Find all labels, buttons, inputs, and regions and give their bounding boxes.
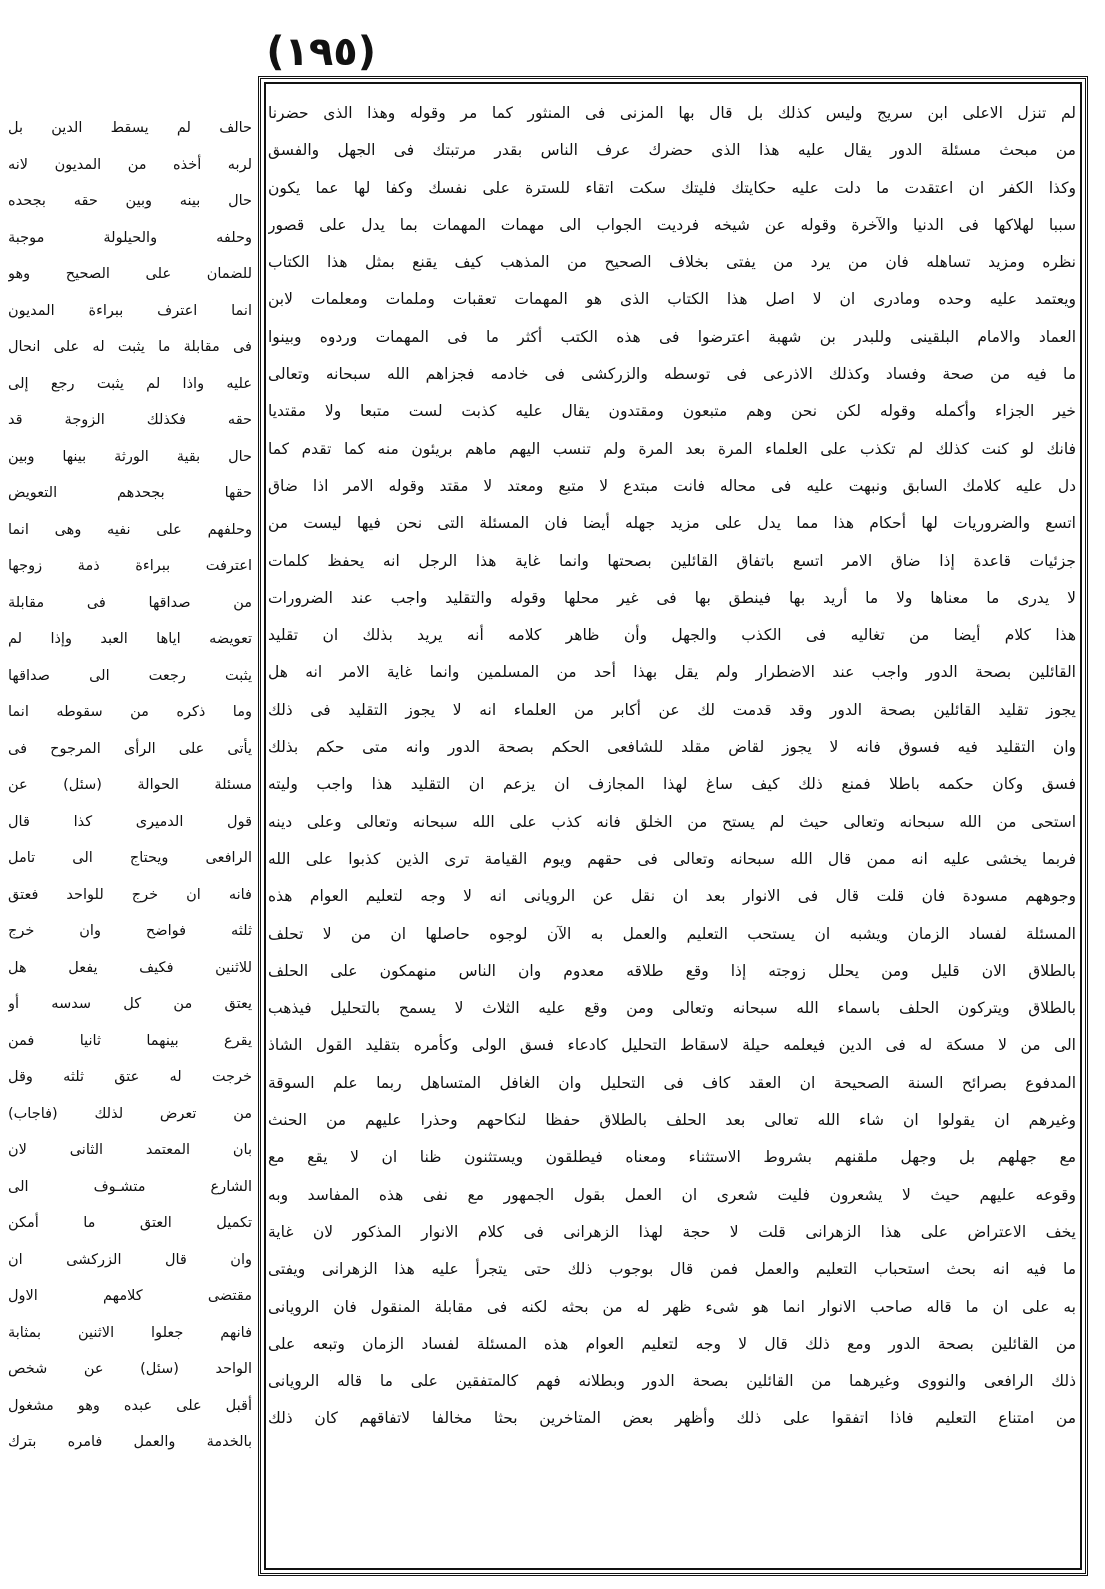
main-text-line: المسئلة لفساد الزمان ويشبه ان يستحب التعليم والعمل به الآن لوجوه حاصلها ان من لا تحلف <box>268 924 1076 943</box>
main-text-line: وغيرهم ان يقولوا ان شاء الله تعالى بعد الحلف بالطلاق حفظا لنكاحهم وحذرا عليهم من الحنث <box>268 1111 1076 1130</box>
main-text-line: فسق وكان حكمه باطلا فمنع ذلك كيف ساغ لهذا المجازف ان يزعم ان التقليد هذا واجب وليته <box>268 775 1076 794</box>
margin-text-line: وحلفهم على نفيه وهى انما <box>8 521 252 538</box>
main-text-line: وجوههم مسودة فان قلت قال فى الانوار بعد ان نقل عن الرويانى انه لا وجه لتعليم العوام هذه <box>268 887 1076 906</box>
margin-text-line: تعويضه اياها العبد وإذا لم <box>8 631 252 647</box>
margin-text-line: فانهم جعلوا الاثنين بمثابة <box>8 1324 252 1341</box>
margin-text-line: اعترفت ببراءة ذمة زوجها <box>8 558 252 574</box>
main-text-line: به على ان ما قاله صاحب الانوار انما هو شىء ظهر له من بحثه لكنه فى مقابلة المنقول فان الرويانى <box>268 1297 1076 1316</box>
margin-text-line: الشارع متشـوف الى <box>8 1178 252 1195</box>
main-text-line: بالطلاق الان قليل ومن يحلل زوجته إذا وقع طلاقه معدوم وان الناس منهمكون على الحلف <box>268 961 1076 980</box>
margin-text-line: وما ذكره من سقوطه انما <box>8 704 252 720</box>
margin-text-line: للاثنين فكيف يفعل هل <box>8 959 252 976</box>
margin-text-line: من تعرض لذلك (فاجاب) <box>8 1105 252 1122</box>
main-text-line: فانك لو كنت كذلك لم تكذب على العلماء المرة بعد المرة ولم تنسب اليهم ماهم بريئون منه كما تقدم كما <box>268 439 1076 458</box>
main-text-line: سببا لهلاكها فى الدنيا والآخرة وقوله عن شيخه فرديت الجواب الى مهمات المهمات بما يدل على قصور <box>268 215 1076 234</box>
margin-text-line: الرافعى ويحتاج الى تامل <box>8 850 252 866</box>
main-text-line: استحى من الله سبحانه وتعالى حيث لم يستح من الخلق فانه كذب على الله سبحانه وتعالى وعلى دينه <box>268 812 1076 831</box>
margin-text-line: فانه ان خرج للواحد فعتق <box>8 886 252 903</box>
main-text-line: بالطلاق ويتركون الحلف باسماء الله سبحانه وتعالى ومن وقع عليه الثلاث لا يسمح بالتحليل فيذهب <box>268 999 1076 1018</box>
main-text-line: وقوعه عليهم حيث لا يشعرون فليت شعرى ان العمل بقول الجمهور مع نفى هذه المفاسد وبه <box>268 1185 1076 1204</box>
page-number: (١٩٥) <box>266 29 376 75</box>
main-text-line: مع جهلهم بل وجهل ملقنهم بشروط الاستثناء ومعناه فيطلقون ويستثنون ظنا ان لا يقع مع <box>268 1148 1076 1167</box>
margin-text-line: انما اعترف ببراءة المديون <box>8 302 252 319</box>
margin-text-line: يقرع بينهما ثانيا فمن <box>8 1032 252 1049</box>
main-text-line: ما فيه من صحة وفساد وكذلك الاذرعى فى توسطه والزركشى فى خادمه فجزاهم الله سبحانه وتعالى <box>268 365 1076 384</box>
main-text-line: ما فيه انه بحث استحباب التعليم والعمل فمن قال بوجوب ذلك حتى يتجرأ عليه هذا الزهرانى ويفتى <box>268 1260 1076 1279</box>
margin-text-line: تكميل العتق ما أمكن <box>8 1215 252 1231</box>
margin-text-line: حال بينه وبين حقه بجحده <box>8 193 252 209</box>
margin-text-line: وحلفه والحيلولة موجبة <box>8 229 252 246</box>
margin-text-line: خرجت له عتق ثلثه وقل <box>8 1069 252 1085</box>
main-text-line: المدفوع بصرائح السنة الصحيحة ان العقد كاف فى التحليل وان الغافل المتساهل ربما علم السوقة <box>268 1073 1076 1092</box>
main-text-line: من مبحث مسئلة الدور يقال عليه هذا الذى حضرك عرف الناس بقدر مرتبتك فى الجهل والفسق <box>268 141 1076 160</box>
main-text-line: العماد والامام البلقينى وللبدر بن شهبة اعترضوا فى هذه الكتب أكثر ما فى المهمات وردوه وبينوا <box>268 327 1076 346</box>
main-text-line: فربما يخشى عليه انه ممن قال الله سبحانه وتعالى فى حقهم ويوم القيامة ترى الذين كذبوا على الله <box>268 849 1076 868</box>
margin-text-line: ثلثه فواضح وان خرج <box>8 923 252 939</box>
main-text-line: دل عليه كلامك السابق ونبهت عليه فى محاله فانت مبتدع لا متبع ومعتد لا مقتد وقوله الامر اذا ضاق <box>268 476 1076 495</box>
main-text-line: لا يدرى ما معناها ولا ما أريد بها فينطق بها فى غير محلها وقوله والتقليد واجب عند الضرورات <box>268 588 1076 607</box>
margin-text-line: للضمان على الصحيح وهو <box>8 266 252 282</box>
main-text-line: يخف الاعتراض على هذا الزهرانى قلت لا حجة لهذا الزهرانى فى كلام الانوار المذكور لان غاية <box>268 1222 1076 1241</box>
margin-text-line: من صداقها فى مقابلة <box>8 594 252 611</box>
main-text-line: ذلك الرافعى والنووى وغيرهما من القائلين بصحة الدور وبطلانه فهم كالمتفقين على ما قاله الرويانى <box>268 1372 1076 1391</box>
margin-text-line: مقتضى كلامهم الاول <box>8 1288 252 1304</box>
margin-text-line: حقه فكذلك الزوجة قد <box>8 412 252 428</box>
margin-text-line: عليه واذا لم يثبت رجع إلى <box>8 375 252 392</box>
margin-text-line: مسئلة الحوالة (سئل) عن <box>8 777 252 793</box>
margin-text-line: حقها بجحدهم التعويض <box>8 485 252 501</box>
main-text-line: القائلين بصحة الدور واجب عند الاضطرار ولم يقل بهذا أحد من المسلمين وانما غاية الامر انه هل <box>268 663 1076 682</box>
main-text-line: يجوز تقليد القائلين بصحة الدور وقد قدمت لك عن أكابر من العلماء انه لا يجوز التقليد فى ذلك <box>268 700 1076 719</box>
margin-text-line: حالف لم يسقط الدين بل <box>8 120 252 136</box>
margin-text-line: لربه أخذه من المديون لانه <box>8 156 252 173</box>
main-text-line: وكذا الكفر ان اعتقدت ما دلت عليه حكايتك فليتك سكت اتقاء للسترة على نفسك وكفا لها عما يكون <box>268 178 1076 197</box>
main-text-line: هذا كلام أيضا من تغاليه فى الكذب والجهل وأن ظاهر كلامه أنه يريد بذلك ان تقليد <box>268 626 1076 645</box>
margin-text-line: يأتى على الرأى المرجوح فى <box>8 740 252 757</box>
margin-text-line: قول الدميرى كذا قال <box>8 813 252 830</box>
margin-text-line: الواحد (سئل) عن شخص <box>8 1361 252 1377</box>
margin-text-line: بالخدمة والعمل فامره بترك <box>8 1434 252 1450</box>
margin-text-line: بان المعتمد الثانى لان <box>8 1142 252 1158</box>
margin-commentary-block <box>8 110 252 1570</box>
main-text-line: خير الجزاء وأكمله وقوله لكن نحن وهم متبعون ومقتدون يقال عليه كذبت لست متبعا ولا مقتديا <box>268 402 1076 421</box>
margin-text-line: يثبت رجعت الى صداقها <box>8 667 252 684</box>
margin-text-line: يعتق من كل سدسه أو <box>8 996 252 1012</box>
margin-text-line: أقبل على عبده وهو مشغول <box>8 1397 252 1414</box>
main-text-line: ويعتمد عليه وحده ومادرى ان لا اصل هذا الكتاب الذى هو المهمات تعقبات وملمات ومعلمات لابن <box>268 290 1076 309</box>
main-text-line: الى من لا مسكة له فى الدين فيعلمه حيلة لاسقاط التحليل كادعاء فسق الولى وكأمره بتقليد القول الشاذ <box>268 1036 1076 1055</box>
main-text-line: اتسع والضروريات لها أحكام هذا مما يدل على مزيد جهله أيضا فان المسئلة التى نحن فيها ليست من <box>268 514 1076 533</box>
main-text-line: من امتناع التعليم فاذا اتفقوا على ذلك وأظهر بعض المتاخرين بحثا مخالفا لاتفاقهم كان ذلك <box>268 1409 1076 1428</box>
main-text-line: لم تنزل الاعلى ابن سريج وليس كذلك بل قال بها المزنى فى المنثور كما مر وقوله وهذا الذى حضرنا <box>268 104 1076 122</box>
main-text-line: وان التقليد فيه فسوق فانه لا يجوز لقاض مقلد للشافعى الحكم بصحة الدور وانه متى حكم بذلك <box>268 738 1076 757</box>
margin-text-line: وان قال الزركشى ان <box>8 1251 252 1268</box>
main-text-line: جزئيات قاعدة إذا ضاق الامر اتسع باتفاق القائلين بصحتها وانما غاية هذا الرجل انه يحفظ كلمات <box>268 551 1076 570</box>
main-text-block <box>268 95 1076 1565</box>
margin-text-line: فى مقابلة ما يثبت له على انحال <box>8 339 252 355</box>
main-text-line: نظره ومزيد تساهله فان من يرد من يفتى بخلاف الصحيح من المذهب كيف يقنع بمثل هذا الكتاب <box>268 253 1076 272</box>
main-text-line: من القائلين بصحة الدور ومع ذلك قال لا وجه لتعليم العوام هذه المسئلة لفساد الزمان وتبعه على <box>268 1334 1076 1353</box>
margin-text-line: حال بقية الورثة بينها وبين <box>8 448 252 465</box>
